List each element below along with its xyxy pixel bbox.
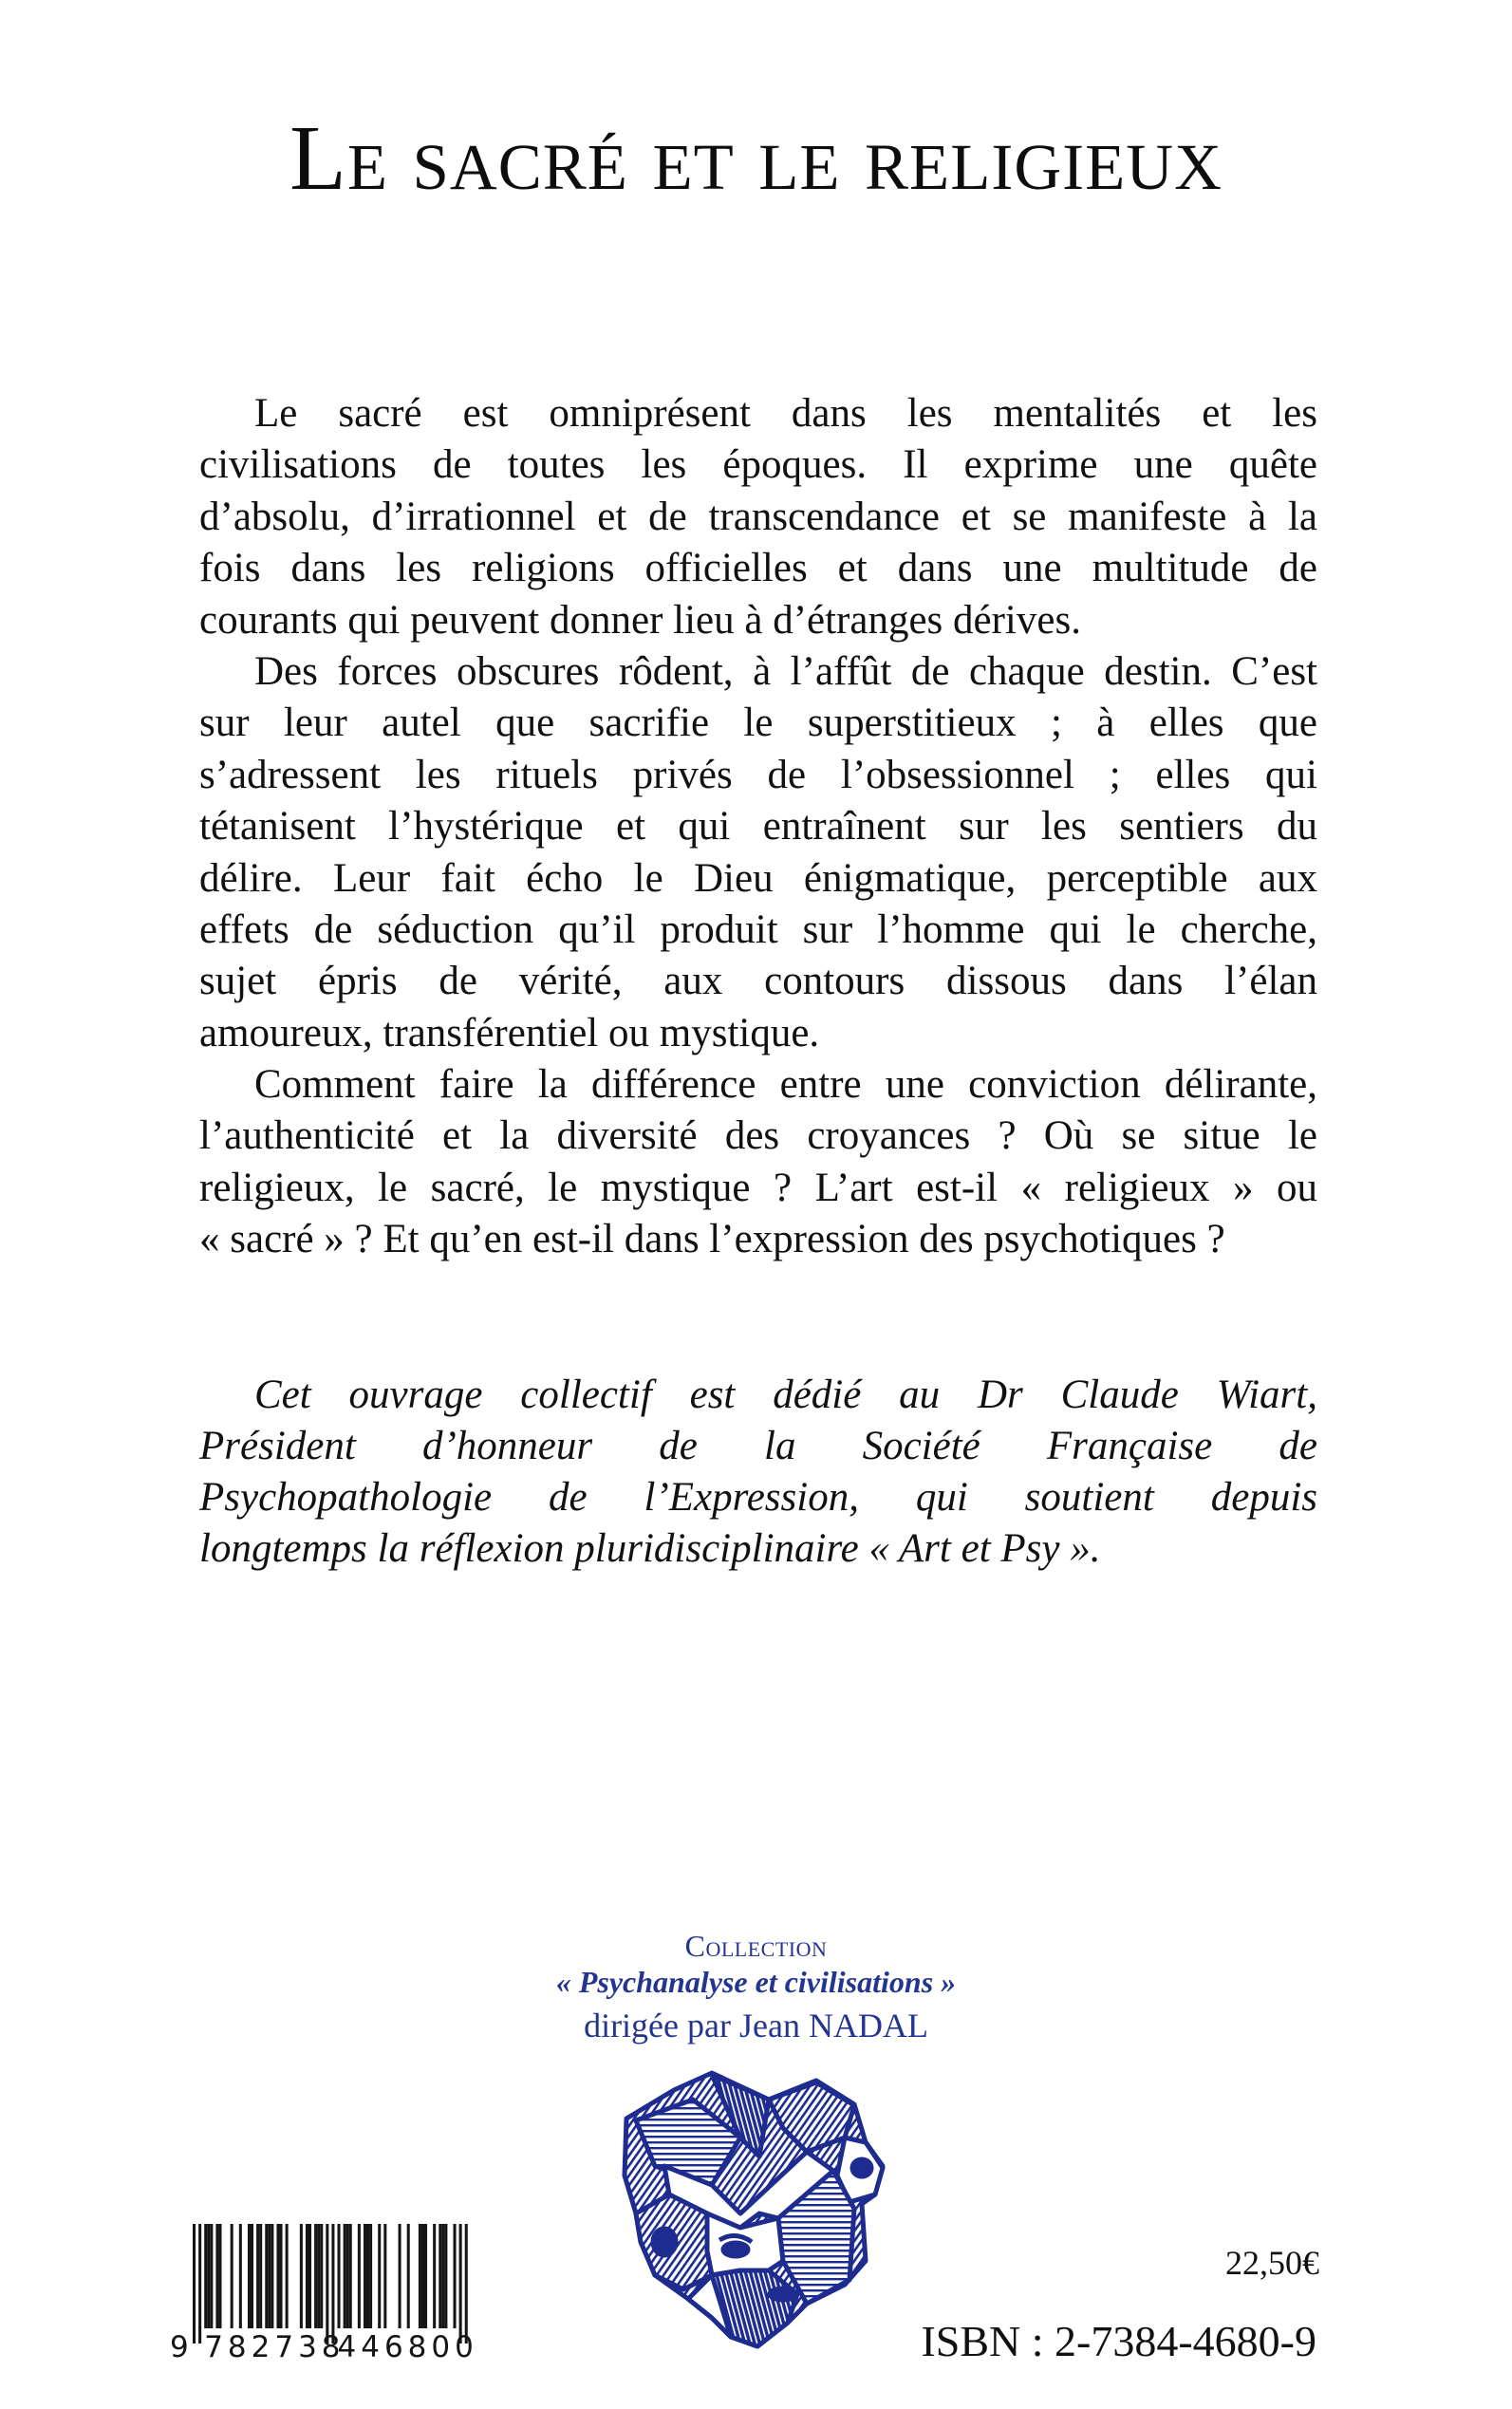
text-line: Le sacré est omniprésent dans les mentalités et les bbox=[254, 391, 1317, 436]
svg-text:782738: 782738 bbox=[204, 2330, 345, 2362]
cubist-face-logo-icon bbox=[617, 2062, 888, 2356]
text-line: longtemps la réflexion pluridisciplinaire « Art et Psy ». bbox=[199, 1526, 1101, 1571]
text-line: l’authenticité et la diversité des croyances ? Où se situe le bbox=[199, 1113, 1317, 1159]
back-cover-blurb bbox=[199, 388, 1317, 1266]
book-title: Le sacré et le religieux bbox=[289, 107, 1223, 210]
svg-text:9: 9 bbox=[170, 2330, 194, 2362]
text-line: amoureux, transférentiel ou mystique. bbox=[199, 1010, 820, 1055]
text-line: civilisations de toutes les époques. Il exprime une quête bbox=[199, 442, 1317, 488]
isbn: ISBN : 2-7384-4680-9 bbox=[921, 2317, 1316, 2365]
text-line: Président d’honneur de la Société Française de bbox=[199, 1424, 1317, 1468]
text-line: s’adressent les rituels privés de l’obsessionnel ; elles qui bbox=[199, 752, 1317, 797]
text-line: Comment faire la différence entre une conviction délirante, bbox=[254, 1062, 1317, 1108]
text-line: sujet épris de vérité, aux contours dissous dans l’élan bbox=[199, 959, 1317, 1004]
price: 22,50€ bbox=[1225, 2244, 1319, 2282]
text-line: sur leur autel que sacrifie le superstitieux ; à elles que bbox=[199, 700, 1317, 746]
text-line: courants qui peuvent donner lieu à d’étranges dérives. bbox=[199, 597, 1081, 643]
svg-text:446800: 446800 bbox=[337, 2330, 475, 2362]
collection-name: « Psychanalyse et civilisations » bbox=[555, 1965, 957, 1999]
collection-director: dirigée par Jean NADAL bbox=[584, 2007, 928, 2045]
collection-label: Collection bbox=[684, 1929, 828, 1963]
text-line: fois dans les religions officielles et dans une multitude de bbox=[199, 546, 1317, 591]
text-line: « sacré » ? Et qu’en est-il dans l’expression des psychotiques ? bbox=[199, 1217, 1225, 1262]
text-line: effets de séduction qu’il produit sur l’homme qui le cherche, bbox=[199, 906, 1317, 952]
isbn-barcode bbox=[166, 2224, 475, 2362]
text-line: d’absolu, d’irrationnel et de transcendance et se manifeste à la bbox=[199, 494, 1317, 539]
text-line: délire. Leur fait écho le Dieu énigmatique, perceptible aux bbox=[199, 855, 1317, 901]
text-line: Psychopathologie de l’Expression, qui soutient depuis bbox=[199, 1475, 1317, 1520]
dedication bbox=[199, 1370, 1317, 1575]
text-line: Cet ouvrage collectif est dédié au Dr Claude Wiart, bbox=[254, 1373, 1317, 1417]
text-line: tétanisent l’hystérique et qui entraînent sur les sentiers du bbox=[199, 804, 1317, 850]
text-line: Des forces obscures rôdent, à l’affût de chaque destin. C’est bbox=[254, 648, 1317, 694]
text-line: religieux, le sacré, le mystique ? L’art est-il « religieux » ou bbox=[199, 1165, 1317, 1210]
